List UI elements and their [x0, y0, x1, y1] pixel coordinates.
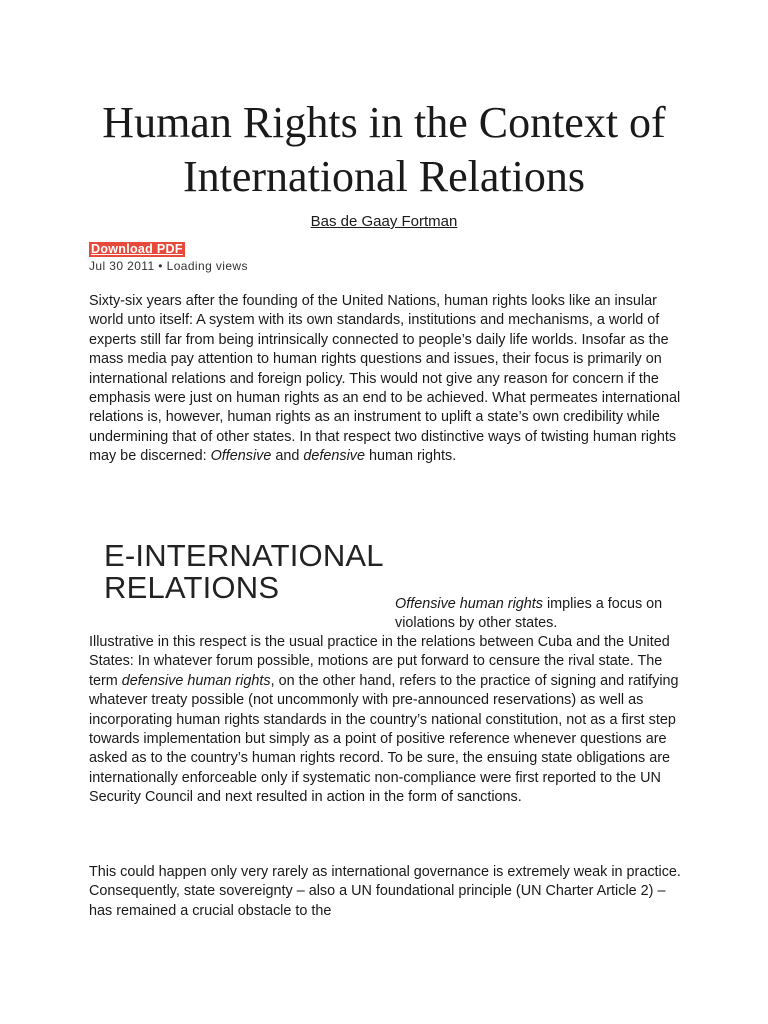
intro-text-b: and [271, 448, 304, 465]
body-paragraph-3: This could happen only very rarely as international governance is extremely weak in practice. Consequently, state sovereignty – also a UN foundational principle (UN Charter Article 2) – has remained a crucial obstacle to the [89, 864, 681, 919]
author-link[interactable]: Bas de Gaay Fortman [310, 213, 458, 230]
body-paragraph-2 [89, 633, 687, 808]
intro-em-defensive: defensive [303, 448, 366, 465]
intro-em-offensive: Offensive [210, 448, 272, 465]
publish-meta: Jul 30 2011 • Loading views [89, 259, 248, 273]
logo-line-1: E-INTERNATIONAL [104, 538, 384, 573]
para2-em-term: defensive human rights [121, 672, 271, 689]
logo-line-2: RELATIONS [104, 570, 280, 605]
page-title: Human Rights in the Context of International Relations [102, 98, 666, 201]
intro-text-a: Sixty-six years after the founding of the United Nations, human rights looks like an insular world unto itself: A system with its own standards, institutions and mechanisms, a world of experts still far from being intrinsically connected to people’s daily life worlds. Insofar as the mass media pay attention to human rights questions and issues, their focus is primarily on international relations and foreign policy. This would not give any reason for concern if the emphasis were just on human rights as an end to be achieved. What permeates international relations is, however, human rights as an instrument to uplift a state’s own credibility while undermining that of other states. In that respect two distinctive ways of twisting human rights may be discerned: [89, 293, 681, 465]
offensive-em: Offensive human rights [395, 596, 543, 612]
offensive-lead-rest: implies a focus on violations by other states. [395, 596, 663, 632]
intro-text-c: human rights. [365, 448, 457, 465]
download-pdf-button[interactable]: Download PDF [91, 242, 183, 256]
offensive-lead-text [395, 595, 695, 634]
intro-paragraph [89, 292, 687, 467]
e-ir-logo [104, 540, 384, 604]
author-byline [40, 213, 728, 231]
para2-text-a: Illustrative in this respect is the usual practice in the relations between Cuba and the United States: In whatever forum possible, motions are put forward to censure the rival state. The term [89, 634, 670, 689]
para2-text-b: , on the other hand, refers to the practice of signing and ratifying whatever treaty possible (not uncommonly with pre-announced reservations) as well as incorporating human rights standards in the country’s national constitution, not as a first step towards implementation but simply as a point of positive reference whenever questions are asked as to the country’s human rights record. To be sure, the ensuing state obligations are internationally enforceable only if systematic non-compliance were first reported to the UN Security Council and next resulted in action in the form of sanctions. [89, 672, 679, 806]
